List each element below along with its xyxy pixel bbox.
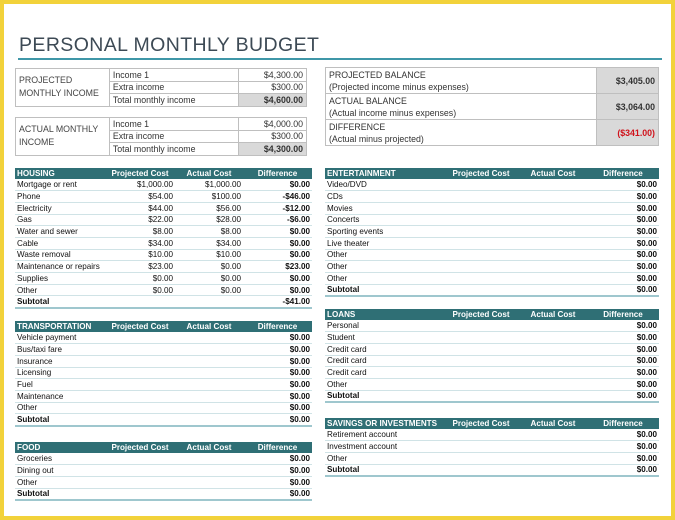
projected-cell[interactable]: $44.00 xyxy=(105,202,175,214)
difference-cell: $0.00 xyxy=(587,332,659,344)
column-header-actual: Actual Cost xyxy=(175,442,243,453)
projected-income-label-line2: MONTHLY INCOME xyxy=(19,88,99,99)
difference-cell: $0.00 xyxy=(587,355,659,367)
table-row xyxy=(15,179,312,191)
empty-cell xyxy=(105,488,175,500)
column-header-actual: Actual Cost xyxy=(175,321,243,332)
table-row xyxy=(15,476,312,488)
difference-cell: $0.00 xyxy=(243,379,312,391)
subtotal-value: $0.00 xyxy=(587,390,659,402)
entertainment-table xyxy=(325,168,659,297)
item-cell[interactable]: Water and sewer xyxy=(15,226,105,238)
projected-cell[interactable] xyxy=(443,441,519,453)
table-row xyxy=(325,179,659,191)
actual-cell[interactable] xyxy=(175,344,243,356)
item-cell[interactable]: CDs xyxy=(325,191,443,203)
item-cell[interactable]: Insurance xyxy=(15,355,105,367)
difference-cell: $0.00 xyxy=(587,214,659,226)
actual-income-box xyxy=(15,117,307,156)
subtotal-label: Subtotal xyxy=(15,296,105,308)
item-cell[interactable]: Live theater xyxy=(325,237,443,249)
projected-cell[interactable]: $34.00 xyxy=(105,237,175,249)
projected-cell[interactable]: $0.00 xyxy=(105,273,175,285)
empty-cell xyxy=(519,390,587,402)
column-header-projected: Projected Cost xyxy=(105,168,175,179)
item-cell[interactable]: Licensing xyxy=(15,367,105,379)
actual-cell[interactable]: $0.00 xyxy=(175,261,243,273)
difference-cell: $0.00 xyxy=(587,378,659,390)
actual-cell[interactable] xyxy=(519,191,587,203)
table-row xyxy=(15,379,312,391)
difference-cell: $0.00 xyxy=(587,226,659,238)
item-cell[interactable]: Concerts xyxy=(325,214,443,226)
category-header: HOUSING xyxy=(15,168,105,179)
difference-cell: $0.00 xyxy=(587,452,659,464)
table-row xyxy=(325,237,659,249)
table-row xyxy=(15,191,312,203)
projected-cell[interactable] xyxy=(443,452,519,464)
subtotal-value: $0.00 xyxy=(587,284,659,296)
table-row xyxy=(15,367,312,379)
column-header-difference: Difference xyxy=(243,442,312,453)
actual-cell[interactable] xyxy=(175,465,243,477)
column-header-projected: Projected Cost xyxy=(443,418,519,429)
column-header-actual: Actual Cost xyxy=(519,309,587,320)
projected-cell[interactable] xyxy=(443,320,519,332)
table-row xyxy=(15,355,312,367)
difference-cell: -$46.00 xyxy=(243,191,312,203)
projected-cell[interactable] xyxy=(105,390,175,402)
actual-cell[interactable] xyxy=(519,452,587,464)
table-row xyxy=(15,273,312,285)
projected-cell[interactable] xyxy=(105,367,175,379)
actual-cell[interactable] xyxy=(519,320,587,332)
actual-cell[interactable] xyxy=(519,261,587,273)
projected-cell[interactable]: $54.00 xyxy=(105,191,175,203)
difference-cell: $0.00 xyxy=(587,367,659,379)
item-cell[interactable]: Fuel xyxy=(15,379,105,391)
item-cell[interactable]: Other xyxy=(325,452,443,464)
balance-title: PROJECTED BALANCE xyxy=(329,69,426,80)
item-cell[interactable]: Student xyxy=(325,332,443,344)
actual-cell[interactable] xyxy=(519,367,587,379)
balance-note: (Projected income minus expenses) xyxy=(329,81,469,92)
actual-cell[interactable] xyxy=(519,249,587,261)
item-cell[interactable]: Retirement account xyxy=(325,429,443,441)
subtotal-row xyxy=(325,284,659,296)
category-header: TRANSPORTATION xyxy=(15,321,105,332)
item-cell[interactable]: Video/DVD xyxy=(325,179,443,191)
projected-cell[interactable] xyxy=(105,332,175,344)
projected-cell[interactable] xyxy=(443,343,519,355)
projected-cell[interactable] xyxy=(443,202,519,214)
actual-cell[interactable] xyxy=(519,378,587,390)
item-cell[interactable]: Supplies xyxy=(15,273,105,285)
item-cell[interactable]: Personal xyxy=(325,320,443,332)
table-row xyxy=(15,465,312,477)
item-cell[interactable]: Credit card xyxy=(325,355,443,367)
empty-cell xyxy=(519,284,587,296)
projected-cell[interactable] xyxy=(443,378,519,390)
actual-cell[interactable]: $100.00 xyxy=(175,191,243,203)
difference-cell: $0.00 xyxy=(243,355,312,367)
actual-cell[interactable] xyxy=(175,476,243,488)
table-row xyxy=(325,355,659,367)
item-cell[interactable]: Other xyxy=(15,476,105,488)
subtotal-row xyxy=(15,488,312,500)
income-cell-value[interactable]: $4,300.00 xyxy=(239,69,307,82)
projected-cell[interactable] xyxy=(443,226,519,238)
subtotal-value: $0.00 xyxy=(587,464,659,476)
table-row xyxy=(325,273,659,285)
category-header: LOANS xyxy=(325,309,443,320)
projected-cell[interactable]: $1,000.00 xyxy=(105,179,175,191)
difference-cell: $0.00 xyxy=(243,332,312,344)
difference-cell: -$12.00 xyxy=(243,202,312,214)
difference-cell: $0.00 xyxy=(243,453,312,465)
empty-cell xyxy=(443,284,519,296)
column-header-projected: Projected Cost xyxy=(443,168,519,179)
transportation-table xyxy=(15,321,312,427)
subtotal-value: -$41.00 xyxy=(243,296,312,308)
projected-balance-label xyxy=(326,68,597,94)
actual-cell[interactable] xyxy=(519,429,587,441)
actual-income-label-line1: ACTUAL MONTHLY xyxy=(19,124,99,135)
item-cell[interactable]: Cable xyxy=(15,237,105,249)
difference-label xyxy=(326,120,597,146)
actual-cell[interactable]: $8.00 xyxy=(175,226,243,238)
balance-title: ACTUAL BALANCE xyxy=(329,95,407,106)
subtotal-label: Subtotal xyxy=(325,390,443,402)
table-row xyxy=(15,390,312,402)
empty-cell xyxy=(519,464,587,476)
difference-cell: $0.00 xyxy=(587,343,659,355)
actual-cell[interactable]: $10.00 xyxy=(175,249,243,261)
table-row xyxy=(15,284,312,296)
projected-cell[interactable] xyxy=(105,355,175,367)
income-cell-label[interactable]: Extra income xyxy=(109,130,238,143)
table-row xyxy=(325,226,659,238)
item-cell[interactable]: Electricity xyxy=(15,202,105,214)
projected-income-label xyxy=(16,69,110,107)
column-header-actual: Actual Cost xyxy=(519,168,587,179)
actual-cell[interactable] xyxy=(519,226,587,238)
projected-cell[interactable] xyxy=(443,237,519,249)
subtotal-label: Subtotal xyxy=(15,488,105,500)
subtotal-value: $0.00 xyxy=(243,414,312,426)
actual-cell[interactable]: $34.00 xyxy=(175,237,243,249)
subtotal-row xyxy=(325,464,659,476)
projected-cell[interactable]: $23.00 xyxy=(105,261,175,273)
difference-cell: $0.00 xyxy=(243,179,312,191)
projected-cell[interactable] xyxy=(105,379,175,391)
projected-cell[interactable] xyxy=(443,429,519,441)
actual-income-label xyxy=(16,118,110,156)
category-header: ENTERTAINMENT xyxy=(325,168,443,179)
difference-cell: $0.00 xyxy=(243,284,312,296)
difference-cell: $23.00 xyxy=(243,261,312,273)
title-divider xyxy=(18,58,662,60)
difference-cell: $0.00 xyxy=(243,465,312,477)
difference-cell: $0.00 xyxy=(587,273,659,285)
projected-cell[interactable] xyxy=(105,453,175,465)
empty-cell xyxy=(175,296,243,308)
difference-cell: $0.00 xyxy=(243,390,312,402)
balance-note: (Actual minus projected) xyxy=(329,133,424,144)
actual-cell[interactable]: $0.00 xyxy=(175,284,243,296)
table-row xyxy=(325,261,659,273)
table-row xyxy=(15,332,312,344)
actual-cell[interactable] xyxy=(519,332,587,344)
category-header: SAVINGS OR INVESTMENTS xyxy=(325,418,443,429)
loans-table xyxy=(325,309,659,403)
actual-income-label-line2: INCOME xyxy=(19,137,55,148)
difference-cell: $0.00 xyxy=(587,429,659,441)
difference-cell: $0.00 xyxy=(587,191,659,203)
projected-cell[interactable] xyxy=(105,344,175,356)
actual-cell[interactable]: $28.00 xyxy=(175,214,243,226)
difference-cell: $0.00 xyxy=(243,402,312,414)
table-row xyxy=(15,261,312,273)
projected-income-box xyxy=(15,68,307,107)
actual-cell[interactable] xyxy=(519,273,587,285)
subtotal-row xyxy=(15,296,312,308)
projected-cell[interactable] xyxy=(443,332,519,344)
column-header-projected: Projected Cost xyxy=(105,321,175,332)
actual-cell[interactable]: $0.00 xyxy=(175,273,243,285)
table-row xyxy=(15,344,312,356)
table-row xyxy=(325,378,659,390)
item-cell[interactable]: Maintenance xyxy=(15,390,105,402)
table-row xyxy=(15,249,312,261)
item-cell[interactable]: Other xyxy=(15,402,105,414)
page-title: PERSONAL MONTHLY BUDGET xyxy=(19,34,320,56)
projected-cell[interactable] xyxy=(105,465,175,477)
projected-cell[interactable]: $22.00 xyxy=(105,214,175,226)
empty-cell xyxy=(443,464,519,476)
actual-cell[interactable] xyxy=(519,179,587,191)
item-cell[interactable]: Other xyxy=(325,261,443,273)
difference-cell: $0.00 xyxy=(243,367,312,379)
actual-cell[interactable]: $56.00 xyxy=(175,202,243,214)
subtotal-label: Subtotal xyxy=(15,414,105,426)
category-header: FOOD xyxy=(15,442,105,453)
projected-cell[interactable]: $8.00 xyxy=(105,226,175,238)
actual-cell[interactable] xyxy=(519,355,587,367)
projected-cell[interactable] xyxy=(443,214,519,226)
table-row xyxy=(325,367,659,379)
difference-cell: $0.00 xyxy=(587,261,659,273)
difference-cell: $0.00 xyxy=(243,344,312,356)
food-table xyxy=(15,442,312,501)
actual-cell[interactable] xyxy=(175,367,243,379)
item-cell[interactable]: Vehicle payment xyxy=(15,332,105,344)
balance-note: (Actual income minus expenses) xyxy=(329,107,457,118)
table-row xyxy=(325,249,659,261)
actual-cell[interactable] xyxy=(519,214,587,226)
projected-cell[interactable] xyxy=(105,402,175,414)
housing-table xyxy=(15,168,312,309)
item-cell[interactable]: Investment account xyxy=(325,441,443,453)
table-row xyxy=(325,191,659,203)
projected-cell[interactable] xyxy=(105,476,175,488)
difference-cell: $0.00 xyxy=(243,249,312,261)
actual-cell[interactable] xyxy=(175,453,243,465)
item-cell[interactable]: Other xyxy=(325,273,443,285)
table-row xyxy=(15,202,312,214)
item-cell[interactable]: Other xyxy=(325,249,443,261)
column-header-difference: Difference xyxy=(243,321,312,332)
table-row xyxy=(325,202,659,214)
difference-cell: -$6.00 xyxy=(243,214,312,226)
difference-cell: $0.00 xyxy=(243,273,312,285)
item-cell[interactable]: Waste removal xyxy=(15,249,105,261)
item-cell[interactable]: Movies xyxy=(325,202,443,214)
item-cell[interactable]: Phone xyxy=(15,191,105,203)
projected-cell[interactable]: $10.00 xyxy=(105,249,175,261)
actual-cell[interactable] xyxy=(175,402,243,414)
actual-balance-value[interactable]: $3,064.00 xyxy=(597,94,659,120)
table-row xyxy=(325,332,659,344)
actual-cell[interactable] xyxy=(519,237,587,249)
difference-cell: $0.00 xyxy=(587,237,659,249)
actual-cell[interactable] xyxy=(519,441,587,453)
difference-cell: $0.00 xyxy=(587,179,659,191)
actual-cell[interactable] xyxy=(175,355,243,367)
projected-cell[interactable] xyxy=(443,355,519,367)
actual-cell[interactable] xyxy=(519,343,587,355)
item-cell[interactable]: Gas xyxy=(15,214,105,226)
projected-income-label-line1: PROJECTED xyxy=(19,75,73,86)
table-row xyxy=(15,402,312,414)
empty-cell xyxy=(105,296,175,308)
table-row xyxy=(325,214,659,226)
projected-cell[interactable] xyxy=(443,367,519,379)
difference-cell: $0.00 xyxy=(587,249,659,261)
actual-cell[interactable]: $1,000.00 xyxy=(175,179,243,191)
empty-cell xyxy=(105,414,175,426)
projected-cell[interactable] xyxy=(443,191,519,203)
difference-cell: $0.00 xyxy=(243,226,312,238)
projected-cell[interactable]: $0.00 xyxy=(105,284,175,296)
balance-summary-box xyxy=(325,67,659,146)
actual-cell[interactable] xyxy=(175,379,243,391)
income-cell-label[interactable]: Income 1 xyxy=(109,118,238,131)
table-row xyxy=(325,441,659,453)
table-row xyxy=(15,226,312,238)
item-cell[interactable]: Sporting events xyxy=(325,226,443,238)
projected-balance-value[interactable]: $3,405.00 xyxy=(597,68,659,94)
savings-table xyxy=(325,418,659,477)
total-income-label[interactable]: Total monthly income xyxy=(109,143,238,156)
subtotal-label: Subtotal xyxy=(325,464,443,476)
item-cell[interactable]: Dining out xyxy=(15,465,105,477)
empty-cell xyxy=(175,414,243,426)
projected-cell[interactable] xyxy=(443,179,519,191)
table-row xyxy=(325,452,659,464)
empty-cell xyxy=(443,390,519,402)
total-income-value[interactable]: $4,300.00 xyxy=(239,143,307,156)
actual-cell[interactable] xyxy=(175,332,243,344)
total-income-label[interactable]: Total monthly income xyxy=(109,94,238,107)
item-cell[interactable]: Mortgage or rent xyxy=(15,179,105,191)
table-row xyxy=(325,429,659,441)
budget-sheet xyxy=(4,4,671,516)
column-header-projected: Projected Cost xyxy=(443,309,519,320)
projected-cell[interactable] xyxy=(443,273,519,285)
item-cell[interactable]: Other xyxy=(325,378,443,390)
column-header-difference: Difference xyxy=(587,309,659,320)
column-header-difference: Difference xyxy=(587,168,659,179)
subtotal-value: $0.00 xyxy=(243,488,312,500)
table-row xyxy=(325,320,659,332)
difference-cell: $0.00 xyxy=(587,320,659,332)
difference-value[interactable]: ($341.00) xyxy=(597,120,659,146)
item-cell[interactable]: Groceries xyxy=(15,453,105,465)
column-header-projected: Projected Cost xyxy=(105,442,175,453)
balance-title: DIFFERENCE xyxy=(329,121,386,132)
column-header-difference: Difference xyxy=(243,168,312,179)
table-row xyxy=(325,343,659,355)
actual-balance-label xyxy=(326,94,597,120)
income-cell-label[interactable]: Income 1 xyxy=(109,69,238,82)
table-row xyxy=(15,237,312,249)
income-cell-value[interactable]: $4,000.00 xyxy=(239,118,307,131)
income-cell-value[interactable]: $300.00 xyxy=(239,81,307,94)
projected-cell[interactable] xyxy=(443,249,519,261)
empty-cell xyxy=(175,488,243,500)
table-row xyxy=(15,453,312,465)
income-cell-value[interactable]: $300.00 xyxy=(239,130,307,143)
subtotal-label: Subtotal xyxy=(325,284,443,296)
column-header-actual: Actual Cost xyxy=(519,418,587,429)
actual-cell[interactable] xyxy=(519,202,587,214)
item-cell[interactable]: Credit card xyxy=(325,343,443,355)
total-income-value[interactable]: $4,600.00 xyxy=(239,94,307,107)
item-cell[interactable]: Maintenance or repairs xyxy=(15,261,105,273)
actual-cell[interactable] xyxy=(175,390,243,402)
column-header-difference: Difference xyxy=(587,418,659,429)
column-header-actual: Actual Cost xyxy=(175,168,243,179)
projected-cell[interactable] xyxy=(443,261,519,273)
difference-cell: $0.00 xyxy=(587,202,659,214)
subtotal-row xyxy=(15,414,312,426)
difference-cell: $0.00 xyxy=(587,441,659,453)
item-cell[interactable]: Credit card xyxy=(325,367,443,379)
item-cell[interactable]: Other xyxy=(15,284,105,296)
subtotal-row xyxy=(325,390,659,402)
income-cell-label[interactable]: Extra income xyxy=(109,81,238,94)
difference-cell: $0.00 xyxy=(243,237,312,249)
table-row xyxy=(15,214,312,226)
item-cell[interactable]: Bus/taxi fare xyxy=(15,344,105,356)
difference-cell: $0.00 xyxy=(243,476,312,488)
